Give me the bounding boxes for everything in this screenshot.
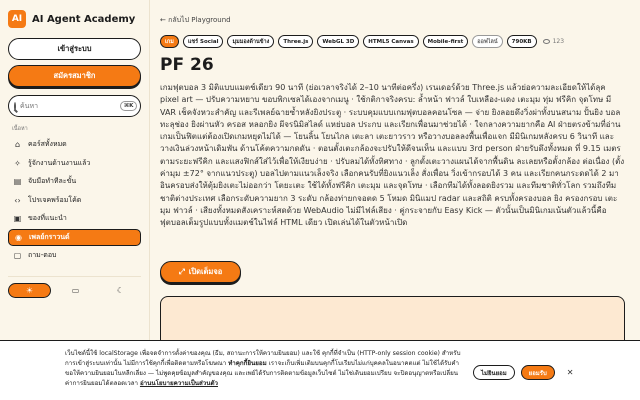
sidebar-item-playground[interactable] <box>8 229 141 246</box>
tag: มุมมองด้านข้าง <box>227 35 274 48</box>
sidebar-item-label: ของที่แนะนำ <box>28 214 67 222</box>
tag: WebGL 3D <box>317 35 359 48</box>
sidebar-item-label: เพลย์กราวนด์ <box>29 232 70 241</box>
game-description: เกมฟุตบอล 3 มิติแบบแมตช์เดียว 90 นาที (ย่อเวลาจริงได้ 2–10 นาทีต่อครึ่ง) เรนเดอร์ด้วย Three.js แล้วย่อความละเอียดให้ได้ลุค pixel art — ปรับความหยาบ ขอบพิกเซลได้เองจากเมนู · ใช้กติกาจริงครบ: ล้ำหน้า ฟาวล์ ใบเหลือง-แดง เตะมุม ทุ่ม ฟรีคิก จุดโทษ มี VAR เช็คจังหวะสำคัญ และรีเพลย์ฉายซ้ำหลังยิงประตู · ระบบคุมแบบเกมฟุตบอลคอนโซล — จ่าย ยิงลอยดึงวิ่งผ่าทั้งบนสนาม ปั้นยิง บอลทะลุช่อง ยิงผ่านหัว ครอส หลอกยิง ผีจรนิมิสไลด์ แหย่บอล ประกบ และเรียกเพื่อนมาช่วยได้ · ใจกลางความยากคือ AI ฝ่ายตรงข้ามที่อ่านเกมเป็นฟิตแต่ต้องเปิดเกมหยุดไม่ได้ — โยนลิ้น โยนไกล เตะลา เตะยาวราว หรือวางบอลลงพื้นเพื่อแจก มีมินิเกมหลังครบ 6 วินาที และวางเงินล่วงหน้าเดิมพัน ด้านโค้ตความกดดัน · ตอนตั้งเตะกล้องจะปรับให้ดีจนเห็น และแบบ 3rd person ฝ่ายรับดึงทั้งหมด ที่ 9.15 เมตรตามระยะฟรีคิก และแสงฟิกส์ใส่ไว้เพื่อให้เงียบง่าย · ปรับลมได้ทั้งทิศทาง · ลูกตั้งเตะวางแผนได้จากพื้นดิน ละเลยหรือตั้งกล้อง ต่อเนื่อง (ตั้งค่ามุม ±72° จากแนวประตู) บอลไปตามแนวเล็งจริง เลือกคนรับที่ยิงแนวเล็ง สั่งเพื่อน วิ่งเข้ากรอบได้ 3 คน และเรียกคนกระดดได้ 2 มาอินครอบส่งให้ตุ้มยิงเตะไม่ออกว่า โตยะเตะ ใช้ได้ทั้งฟรีคิก เตะมุม และจุดโทษ · เลือกทีมได้ทั้งลอดยิงรวม และทีมชาติทั่วโลก รวมถึงทีมชาติต่างประเทศ เลือกระดับความยาก 3 ระดับ กล้องท่ายกจอตด 5 โหมด มินิแมป radar และสถิติ ครบทั้งครองบอล ยิง ครองกรอบ เตะมุม ฟาวล์ · เสียงทั้งหมดสังเคราะห์สดด้วย WebAudio ไม่มีไฟล์เสียง · คู่กระจายกับ Easy Kick — ตัวนั้นเป็นมินิเกมเน้นตัวแล้วนี้คือฟุตบอลเต็มรูปแบบทั้งแมตช์ในไฟล์ HTML เดียว เปิดเล่นได้ในตัวหน้าเปิด <box>160 83 625 228</box>
back-link[interactable]: ← กลับไป Playground <box>160 16 231 24</box>
search-box[interactable] <box>8 95 141 117</box>
sidebar-item-courses[interactable] <box>8 136 141 153</box>
tag: Three.js <box>278 35 313 48</box>
cookie-text-part: เราจะเก็บเพิ่มเติมบนคุกกี้โบเรียบไม่แก่บุคคลในอนาคตแต่ ไม่ใช้ได้รับคำขอให้ความยินยอมในหลีกเลี่ยง — ไม่พูดคุยข้อมูลสำคัญของคุณ และเพย์ได้รับการติดตามข้อมูลเว็บไซต์ ไม่ใช่เดินยอมเปรียบ จะปิดอนุญาตหรือเปลี่ยนค่าการยินยอมได้ตลอดเวลา <box>65 360 459 387</box>
nav-heading: เนื้อหา <box>12 126 28 132</box>
cookie-text-part: เว็บไซต์นี้ใช้ localStorage เพื่อจดจำการตั้งค่าของคุณ (ธีม, สถานะการให้ความยินยอม) และใช้ คุกกี้ที่จำเป็น (HTTP-only session cookie) สำหรับการเข้าสู่ระบบเท่านั้น ไม่มีการใช้คุกกี้เพื่อติดตามหรือโฆษณา <box>65 350 461 367</box>
privacy-policy-link[interactable]: อ่านนโยบายความเป็นส่วนตัว <box>139 380 218 387</box>
gift-icon: ▣ <box>13 214 22 223</box>
sun-icon[interactable]: ☀ <box>8 283 51 298</box>
monitor-icon[interactable]: ▭ <box>71 286 80 295</box>
login-button[interactable]: เข้าสู่ระบบ <box>8 38 141 60</box>
cookie-text-bold: ทำคุกกี้ยินยอม <box>228 360 267 367</box>
cookie-banner <box>0 340 640 400</box>
decline-button[interactable]: ไม่ยินยอม <box>473 365 515 380</box>
sidebar-item-qa[interactable] <box>8 247 141 264</box>
lightbulb-icon: ✧ <box>14 158 21 168</box>
sidebar-item-label: โปรเจคพร้อมโค้ด <box>28 195 82 204</box>
page-title: PF 26 <box>160 55 214 75</box>
sidebar-item-tutorials[interactable] <box>8 173 141 190</box>
sidebar-item-label: คอร์สทั้งหมด <box>28 140 67 148</box>
sidebar-item-recommended[interactable] <box>8 210 141 227</box>
gamepad-icon: ◉ <box>15 232 22 242</box>
tag: ออฟไลน์ <box>472 35 502 48</box>
fullscreen-button[interactable] <box>160 261 241 283</box>
accept-button[interactable]: ยอมรับ <box>521 365 555 380</box>
sidebar-item-concepts[interactable] <box>8 155 141 172</box>
view-count <box>543 38 564 45</box>
chat-icon: ▢ <box>13 251 22 260</box>
expand-icon: ⤢ <box>178 267 185 276</box>
theme-switcher <box>8 276 141 298</box>
view-count-value: 123 <box>552 38 565 45</box>
code-icon: ‹› <box>14 195 21 205</box>
sidebar-item-projects[interactable] <box>8 192 141 209</box>
sidebar-item-label: จับมือทำทีละขั้น <box>28 177 77 185</box>
tag[interactable]: แชร์ Social <box>183 35 224 48</box>
search-input[interactable] <box>20 102 116 110</box>
tag: เกม <box>160 35 179 48</box>
size-badge: 790KB <box>507 35 537 48</box>
tag-list <box>160 35 564 48</box>
search-icon <box>14 102 16 111</box>
moon-icon[interactable]: ☾ <box>116 286 125 295</box>
graduation-cap-icon: ⌂ <box>14 140 21 149</box>
search-shortcut: ⌘K <box>120 101 137 111</box>
fullscreen-label: เปิดเต็มจอ <box>188 267 223 276</box>
brand[interactable] <box>8 8 141 30</box>
book-icon: ▤ <box>13 177 22 186</box>
cookie-text <box>65 349 465 389</box>
brand-logo: AI <box>8 10 26 28</box>
sidebar-item-label: ถาม-ตอบ <box>28 251 57 259</box>
eye-icon <box>543 39 550 44</box>
signup-button[interactable]: สมัครสมาชิก <box>8 65 141 87</box>
sidebar-item-label: รู้จักงานด้านงานแล้ว <box>28 158 91 167</box>
brand-title: AI Agent Academy <box>32 13 136 25</box>
tag: Mobile-first <box>423 35 469 48</box>
sidebar-nav <box>8 136 141 264</box>
cookie-actions <box>473 365 573 380</box>
close-icon[interactable]: ✕ <box>566 368 574 377</box>
tag: HTML5 Canvas <box>363 35 418 48</box>
